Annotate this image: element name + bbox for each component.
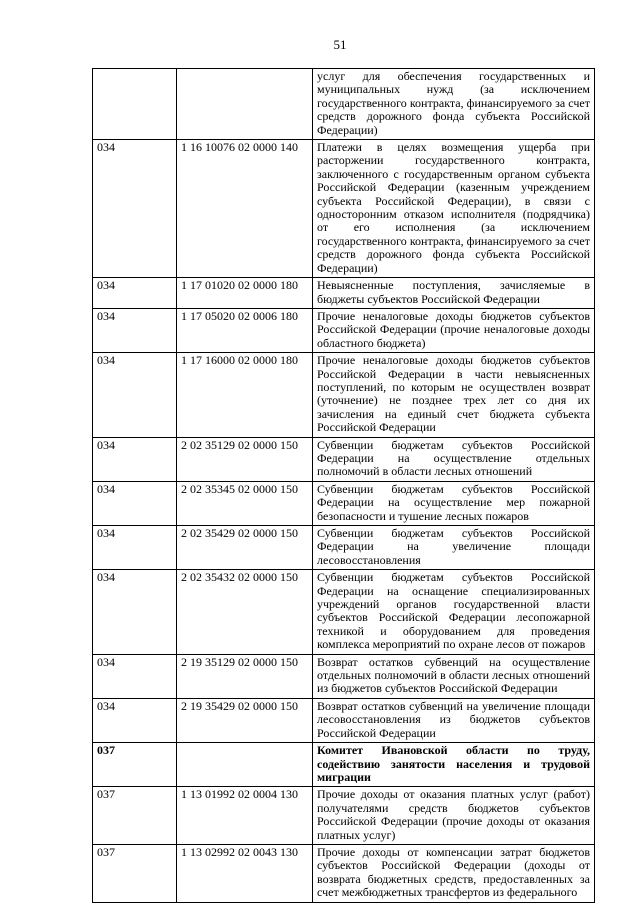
revenue-name-cell: Прочие неналоговые доходы бюджетов субъектов Российской Федерации в части невыясненных поступлений, по которым не осуществлен возврат (уточнение) не позднее трех лет со дня их зачисления на единый счет бюджета субъекта Российской Федерации	[313, 353, 595, 437]
table-row	[93, 308, 595, 352]
table-body	[93, 69, 595, 903]
revenue-name-cell: Субвенции бюджетам субъектов Российской Федерации на увеличение площади лесовосстановления	[313, 526, 595, 570]
revenue-name-cell: Субвенции бюджетам субъектов Российской Федерации на оснащение специализированных учреждений органов государственной власти субъектов Российской Федерации лесопожарной техникой и оборудованием для проведения комплекса мероприятий по охране лесов от пожаров	[313, 570, 595, 654]
revenue-name-cell: Субвенции бюджетам субъектов Российской Федерации на осуществление отдельных полномочий в области лесных отношений	[313, 437, 595, 481]
table-row	[93, 278, 595, 309]
kbk-code-cell: 1 17 05020 02 0006 180	[177, 308, 313, 352]
table-row	[93, 844, 595, 902]
table-row	[93, 698, 595, 742]
revenue-codes-table	[92, 68, 595, 903]
admin-code-cell: 034	[93, 526, 177, 570]
revenue-name-cell: Невыясненные поступления, зачисляемые в бюджеты субъектов Российской Федерации	[313, 278, 595, 309]
admin-code-cell: 034	[93, 698, 177, 742]
revenue-name-cell: услуг для обеспечения государственных и муниципальных нужд (за исключением государственного контракта, финансируемого за счет средств дорожного фонда субъекта Российской Федерации)	[313, 69, 595, 140]
kbk-code-cell: 2 02 35345 02 0000 150	[177, 481, 313, 525]
revenue-name-cell: Комитет Ивановской области по труду, содействию занятости населения и трудовой миграции	[313, 743, 595, 787]
table-row	[93, 570, 595, 654]
admin-code-cell: 034	[93, 437, 177, 481]
kbk-code-cell: 2 19 35129 02 0000 150	[177, 654, 313, 698]
revenue-name-cell: Платежи в целях возмещения ущерба при расторжении государственного контракта, заключенного с государственным органом субъекта Российской Федерации (казенным учреждением субъекта Российской Федерации), в связи с односторонним отказом исполнителя (подрядчика) от его исполнения (за исключением государственного контракта, финансируемого за счет средств дорожного фонда субъекта Российской Федерации)	[313, 140, 595, 278]
kbk-code-cell: 2 02 35429 02 0000 150	[177, 526, 313, 570]
revenue-name-cell: Прочие доходы от компенсации затрат бюджетов субъектов Российской Федерации (доходы от возврата бюджетных средств, предоставленных за счет межбюджетных трансфертов из федерального	[313, 844, 595, 902]
section-header-row	[93, 743, 595, 787]
revenue-name-cell: Субвенции бюджетам субъектов Российской Федерации на осуществление мер пожарной безопасности и тушение лесных пожаров	[313, 481, 595, 525]
table-row	[93, 353, 595, 437]
table-row	[93, 437, 595, 481]
kbk-code-cell	[177, 69, 313, 140]
kbk-code-cell	[177, 743, 313, 787]
revenue-name-cell: Возврат остатков субвенций на увеличение площади лесовосстановления из бюджетов субъектов Российской Федерации	[313, 698, 595, 742]
table-row	[93, 654, 595, 698]
kbk-code-cell: 1 16 10076 02 0000 140	[177, 140, 313, 278]
revenue-name-cell: Возврат остатков субвенций на осуществление отдельных полномочий в области лесных отношений из бюджетов субъектов Российской Федерации	[313, 654, 595, 698]
revenue-name-cell: Прочие неналоговые доходы бюджетов субъектов Российской Федерации (прочие неналоговые доходы областного бюджета)	[313, 308, 595, 352]
admin-code-cell: 034	[93, 140, 177, 278]
admin-code-cell: 034	[93, 308, 177, 352]
revenue-name-cell: Прочие доходы от оказания платных услуг (работ) получателями средств бюджетов субъектов Российской Федерации (прочие доходы от оказания платных услуг)	[313, 787, 595, 845]
admin-code-cell: 034	[93, 278, 177, 309]
admin-code-cell: 037	[93, 787, 177, 845]
kbk-code-cell: 1 13 02992 02 0043 130	[177, 844, 313, 902]
admin-code-cell: 034	[93, 353, 177, 437]
kbk-code-cell: 2 19 35429 02 0000 150	[177, 698, 313, 742]
kbk-code-cell: 2 02 35432 02 0000 150	[177, 570, 313, 654]
admin-code-cell: 037	[93, 844, 177, 902]
admin-code-cell: 034	[93, 481, 177, 525]
admin-code-cell: 034	[93, 654, 177, 698]
table-row	[93, 787, 595, 845]
kbk-code-cell: 2 02 35129 02 0000 150	[177, 437, 313, 481]
admin-code-cell	[93, 69, 177, 140]
kbk-code-cell: 1 13 01992 02 0004 130	[177, 787, 313, 845]
admin-code-cell: 034	[93, 570, 177, 654]
table-row	[93, 481, 595, 525]
table-row	[93, 140, 595, 278]
table-row	[93, 69, 595, 140]
kbk-code-cell: 1 17 01020 02 0000 180	[177, 278, 313, 309]
table-row	[93, 526, 595, 570]
admin-code-cell: 037	[93, 743, 177, 787]
kbk-code-cell: 1 17 16000 02 0000 180	[177, 353, 313, 437]
page-number: 51	[333, 37, 347, 52]
